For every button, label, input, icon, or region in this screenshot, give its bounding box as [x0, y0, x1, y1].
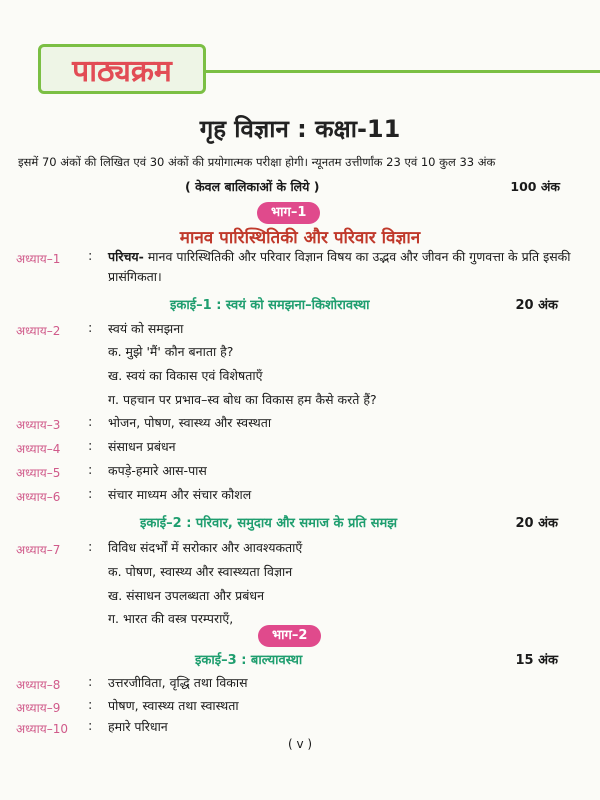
chapter-9-title: पोषण, स्वास्थ्य तथा स्वास्थता	[108, 698, 239, 713]
chapter-6-title: संचार माध्यम और संचार कौशल	[108, 487, 252, 502]
chapter-colon: :	[88, 719, 93, 734]
chapter-8-title: उत्तरजीविता, वृद्धि तथा विकास	[108, 675, 248, 690]
page-number: ( v )	[287, 737, 313, 751]
unit-1-title: इकाई–1 : स्वयं को समझना–किशोरावस्था	[170, 298, 370, 313]
chapter-1-body	[108, 247, 580, 287]
chapter-7-item: क. पोषण, स्वास्थ्य और स्वास्थ्यता विज्ञान	[108, 564, 293, 579]
chapter-4-title: संसाधन प्रबंधन	[108, 439, 176, 454]
chapter-label: अध्याय–9	[16, 701, 61, 715]
chapter-3-title: भोजन, पोषण, स्वास्थ्य और स्वस्थता	[108, 415, 272, 430]
intro-text: इसमें 70 अंकों की लिखित एवं 30 अंकों की प्रयोगात्मक परीक्षा होगी। न्यूनतम उत्तीर्णांक 23 एवं 10 कुल 33 अंक	[18, 155, 496, 169]
unit-2-title: इकाई–2 : परिवार, समुदाय और समाज के प्रति समझ	[140, 516, 398, 531]
chapter-1-term: परिचय-	[108, 249, 144, 264]
chapter-label: अध्याय–4	[16, 442, 61, 456]
banner-title: पाठ्यक्रम	[72, 53, 172, 89]
chapter-label: अध्याय–6	[16, 490, 61, 504]
chapter-7-item: ख. संसाधन उपलब्धता और प्रबंधन	[108, 588, 265, 603]
unit-3-title: इकाई–3 : बाल्यावस्था	[195, 653, 303, 668]
chapter-2-title: स्वयं को समझना	[108, 321, 184, 336]
chapter-colon: :	[88, 415, 93, 430]
chapter-7-item: ग. भारत की वस्त्र परम्पराएँ,	[108, 611, 234, 626]
chapter-10-title: हमारे परिधान	[108, 719, 168, 734]
chapter-label: अध्याय–8	[16, 678, 61, 692]
part-1-badge: भाग–1	[257, 202, 320, 224]
chapter-colon: :	[88, 675, 93, 690]
chapter-1-text: मानव पारिस्थितिकी और परिवार विज्ञान विषय का उद्भव और जीवन की गुणवत्ता के प्रति इसकी प्रासंगिकता।	[108, 249, 571, 284]
subject-title: गृह विज्ञान : कक्षा-11	[199, 115, 401, 143]
chapter-colon: :	[88, 463, 93, 478]
chapter-2-item: ख. स्वयं का विकास एवं विशेषताएँ	[108, 368, 263, 383]
chapter-label: अध्याय–2	[16, 324, 61, 338]
total-marks: 100 अंक	[510, 179, 560, 194]
unit-2-marks: 20 अंक	[515, 516, 558, 531]
chapter-label: अध्याय–1	[16, 252, 61, 266]
banner-divider	[206, 70, 600, 73]
chapter-label: अध्याय–7	[16, 543, 61, 557]
chapter-label: अध्याय–10	[16, 722, 68, 736]
chapter-7-title: विविध संदर्भों में सरोकार और आवश्यकताएँ	[108, 540, 303, 555]
chapter-colon: :	[88, 321, 93, 336]
unit-3-marks: 15 अंक	[515, 653, 558, 668]
chapter-2-item: ग. पहचान पर प्रभाव–स्व बोध का विकास हम कैसे करते हैं?	[108, 392, 377, 407]
chapter-label: अध्याय–5	[16, 466, 61, 480]
chapter-colon: :	[88, 249, 93, 264]
unit-1-marks: 20 अंक	[515, 298, 558, 313]
chapter-5-title: कपड़े-हमारे आस-पास	[108, 463, 207, 478]
part-2-badge: भाग–2	[258, 625, 321, 647]
chapter-colon: :	[88, 487, 93, 502]
chapter-colon: :	[88, 439, 93, 454]
note-text: ( केवल बालिकाओं के लिये )	[185, 179, 320, 194]
syllabus-banner	[38, 44, 206, 94]
chapter-label: अध्याय–3	[16, 418, 61, 432]
chapter-2-item: क. मुझे 'मैं' कौन बनाता है?	[108, 344, 234, 359]
chapter-colon: :	[88, 698, 93, 713]
chapter-colon: :	[88, 540, 93, 555]
part-1-heading: मानव पारिस्थितिकी और परिवार विज्ञान	[179, 228, 421, 248]
